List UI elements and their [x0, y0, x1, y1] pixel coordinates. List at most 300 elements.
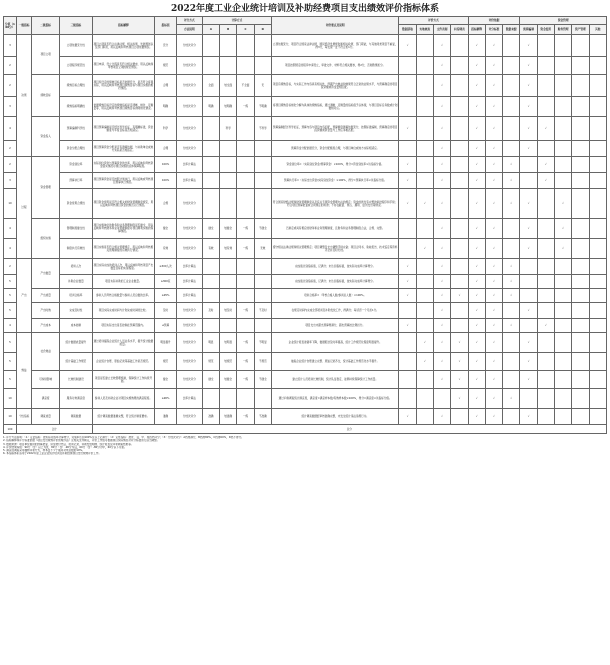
row-check-cell — [554, 173, 571, 189]
row-check-cell — [503, 35, 520, 57]
row-check-cell — [520, 319, 537, 333]
row-check-cell — [554, 157, 571, 173]
row-level-cell — [237, 259, 254, 275]
row-check-cell — [416, 141, 433, 157]
row-cases: 项目按照规定的程序申请设立，审批文件、材料符合相关要求，得2分，否则酌情扣分。 — [271, 57, 399, 75]
row-check-cell — [537, 141, 554, 157]
row-check-cell: √ — [468, 97, 485, 117]
row-check-cell — [572, 303, 589, 319]
row-score: 4 — [4, 117, 17, 141]
row-level-cell: 一般 — [237, 409, 254, 425]
table-row — [4, 141, 607, 157]
row-cases: 符合国家财经法规和财务管理制度以及有关专项资金管理办法的规定；资金的拨付有完整的审批程序和手续；符合项目预算批复或合同规定的用途；不存在截留、挤占、挪用、虚列支出等情况。 — [271, 189, 399, 219]
row-check-cell — [537, 259, 554, 275]
row-method: 比率计算法 — [176, 157, 202, 173]
row-check-cell — [572, 75, 589, 97]
row-score: 3 — [4, 35, 17, 57]
row-check-cell — [537, 97, 554, 117]
row-check-cell: √ — [485, 389, 502, 409]
row-indicator-value: ≥95% — [155, 289, 177, 303]
row-level3: 预算执行率 — [60, 173, 92, 189]
row-level-cell — [202, 35, 219, 57]
level-header: A — [202, 25, 219, 35]
level-header: D — [254, 25, 271, 35]
level3-header: 三级指标 — [60, 17, 92, 35]
fiscal-header: 资金使用 — [537, 25, 554, 35]
fiscal-group-header: 资金管理 — [520, 17, 607, 25]
row-cases: 统计调查数据经审核准确完整，未发生统计违法违规行为。 — [271, 409, 399, 425]
row-check-cell: √ — [485, 35, 502, 57]
row-check-cell: √ — [520, 75, 537, 97]
row-check-cell: √ — [485, 75, 502, 97]
row-level-cell — [220, 57, 237, 75]
row-check-cell: √ — [433, 117, 450, 141]
row-indicator-value: 及时 — [155, 303, 177, 319]
level-header: B — [220, 25, 237, 35]
row-indicator-value: ≤预算 — [155, 319, 177, 333]
row-check-cell — [520, 157, 537, 173]
row-indicator-value: 健全 — [155, 219, 177, 239]
row-check-cell — [520, 173, 537, 189]
row-cases: 资金到位率=（实际到位资金/预算资金）×100%，得分=资金到位率×该指标分值。 — [271, 157, 399, 173]
row-check-cell: √ — [468, 389, 485, 409]
row-check-cell: √ — [433, 97, 450, 117]
row-level-cell — [220, 289, 237, 303]
row-level-cell: 一般 — [237, 239, 254, 259]
row-check-cell — [554, 319, 571, 333]
row-check-cell — [503, 75, 520, 97]
row-check-cell — [572, 275, 589, 289]
row-indicator-value: 明显提升 — [155, 333, 177, 353]
row-level-cell: 明确 — [202, 97, 219, 117]
info-header: 评分标准 — [485, 25, 502, 35]
row-score: 4 — [4, 219, 17, 239]
row-check-cell — [589, 57, 607, 75]
row-check-cell — [399, 389, 416, 409]
row-description: 依据绩效目标设定的绩效指标是否清晰、细化、可衡量等，用以反映和考核项目绩效目标的明细化情况。 — [92, 97, 155, 117]
row-check-cell — [451, 57, 468, 75]
row-score: 5 — [4, 353, 17, 371]
row-method: 分档次评分 — [176, 319, 202, 333]
row-check-cell: √ — [485, 57, 502, 75]
row-check-cell — [589, 353, 607, 371]
row-check-cell: √ — [468, 173, 485, 189]
row-check-cell — [537, 35, 554, 57]
row-check-cell: √ — [451, 353, 468, 371]
row-check-cell — [589, 303, 607, 319]
row-check-cell: √ — [399, 289, 416, 303]
row-check-cell: √ — [399, 189, 416, 219]
row-description: 项目申请、设立过程是否符合相关要求，用以反映和考核项目立项的规范情况。 — [92, 57, 155, 75]
row-method: 分档次评分 — [176, 371, 202, 389]
row-check-cell: √ — [503, 319, 520, 333]
row-level2: 绩效目标 — [32, 75, 60, 117]
row-indicator-value: 合理 — [155, 141, 177, 157]
row-level3: 培训人次 — [60, 259, 92, 275]
row-check-cell — [537, 289, 554, 303]
row-level3: 资金使用合规性 — [60, 189, 92, 219]
row-level-cell: 一般 — [237, 371, 254, 389]
row-level-cell — [254, 259, 271, 275]
row-check-cell: √ — [520, 189, 537, 219]
row-check-cell: √ — [468, 157, 485, 173]
row-check-cell: √ — [468, 319, 485, 333]
total-score: 100 — [4, 425, 17, 434]
indicator-desc-header: 指标解释 — [92, 17, 155, 35]
row-level-cell — [237, 141, 254, 157]
row-indicator-value: 合理 — [155, 75, 177, 97]
row-check-cell — [399, 219, 416, 239]
row-method: 比率计算法 — [176, 389, 202, 409]
row-level1: 产出 — [16, 259, 31, 333]
row-check-cell — [503, 239, 520, 259]
row-check-cell — [416, 75, 433, 97]
row-method: 比率计算法 — [176, 275, 202, 289]
row-level-cell — [202, 157, 219, 173]
row-level-cell: 不明确 — [254, 97, 271, 117]
row-check-cell: √ — [451, 289, 468, 303]
row-description: 项目实际支出是否控制在预算范围内。 — [92, 319, 155, 333]
row-indicator-value: 健全 — [155, 371, 177, 389]
row-level-cell — [220, 275, 237, 289]
table-row — [4, 189, 607, 219]
row-check-cell — [589, 35, 607, 57]
row-check-cell: √ — [433, 319, 450, 333]
row-check-cell — [416, 303, 433, 319]
row-check-cell — [416, 259, 433, 275]
row-method: 比率计算法 — [176, 289, 202, 303]
row-cases: 项目支出未超出预算得满分，超出预算按比例扣分。 — [271, 319, 399, 333]
row-level3: 培训合格率 — [60, 289, 92, 303]
table-row — [4, 409, 607, 425]
row-check-cell: √ — [451, 371, 468, 389]
row-score: 3 — [4, 173, 17, 189]
row-level-cell — [237, 319, 254, 333]
table-row — [4, 173, 607, 189]
row-check-cell: √ — [433, 353, 450, 371]
row-method: 分档次评分 — [176, 141, 202, 157]
row-cases: 遵守相关法律法规和相关管理规定；项目调整及支出调整手续完备；项目合同书、验收报告、技术鉴定等资料齐全并及时归档。 — [271, 239, 399, 259]
row-level-cell: 无效 — [254, 239, 271, 259]
row-level-cell: 及时 — [202, 303, 219, 319]
row-score: 10 — [4, 389, 17, 409]
row-check-cell — [451, 75, 468, 97]
row-check-cell — [451, 97, 468, 117]
row-check-cell: √ — [520, 353, 537, 371]
row-level-cell — [237, 289, 254, 303]
row-level-cell — [237, 173, 254, 189]
row-check-cell — [554, 371, 571, 389]
row-check-cell — [503, 333, 520, 353]
info-header: 指标解释 — [468, 25, 485, 35]
row-level3: 预算编制科学性 — [60, 117, 92, 141]
row-cases: 将项目绩效目标细化分解为具体的绩效指标，通过清晰、可衡量的指标值予以体现，与项目目标任务数或计划数相对应。 — [271, 97, 399, 117]
row-check-cell: √ — [433, 157, 450, 173]
row-check-cell — [399, 333, 416, 353]
row-method: 分档次评分 — [176, 239, 202, 259]
flag-header: 数据获取 — [399, 25, 416, 35]
row-check-cell — [572, 157, 589, 173]
row-check-cell: √ — [520, 239, 537, 259]
row-description: 参训人员考核合格数量与参训人员总数的比率。 — [92, 289, 155, 303]
row-check-cell: √ — [433, 371, 450, 389]
row-check-cell: √ — [468, 275, 485, 289]
row-level-cell — [220, 173, 237, 189]
row-check-cell: √ — [433, 333, 450, 353]
row-cases: 建立统计人员培训长效机制，统计队伍稳定，能够持续保障统计工作质量。 — [271, 371, 399, 389]
row-check-cell — [416, 219, 433, 239]
method-group-header: 评分方式 — [176, 17, 202, 25]
indicator-value-header: 指标值 — [155, 17, 177, 35]
row-check-cell — [451, 319, 468, 333]
table-row — [4, 353, 607, 371]
row-level-cell — [220, 157, 237, 173]
row-check-cell — [572, 333, 589, 353]
row-check-cell: √ — [416, 353, 433, 371]
total-label: 合计 — [16, 425, 92, 434]
row-check-cell — [451, 239, 468, 259]
row-score: 4 — [4, 319, 17, 333]
row-level3: 成本控制 — [60, 319, 92, 333]
row-method: 分档次评分 — [176, 333, 202, 353]
row-description: 项目实际完成的培训人次，用以反映和考核项目产出数量目标的实现程度。 — [92, 259, 155, 275]
row-indicator-value: ≥300家 — [155, 275, 177, 289]
row-level-cell: 较健全 — [220, 219, 237, 239]
row-level-cell: 健全 — [202, 219, 219, 239]
row-check-cell — [433, 389, 450, 409]
row-check-cell — [589, 157, 607, 173]
flag-header: 问卷调查 — [451, 25, 468, 35]
row-level-cell — [202, 117, 219, 141]
row-check-cell: √ — [537, 319, 554, 333]
row-check-cell — [399, 141, 416, 157]
row-check-cell: √ — [520, 97, 537, 117]
row-check-cell — [399, 75, 416, 97]
table-row — [4, 259, 607, 275]
row-level-cell — [220, 141, 237, 157]
row-check-cell: √ — [468, 353, 485, 371]
level2-header: 二级指标 — [32, 17, 60, 35]
row-check-cell — [589, 141, 607, 157]
row-check-cell: √ — [485, 303, 502, 319]
row-level-cell — [237, 35, 254, 57]
row-score: 3 — [4, 97, 17, 117]
row-check-cell — [589, 97, 607, 117]
row-check-cell — [451, 117, 468, 141]
row-check-cell — [416, 173, 433, 189]
row-cases: 通过问卷调查统计满意度，满意度=满意样本数/有效样本数×100%，得分=满意度×该指标分值。 — [271, 389, 399, 409]
row-check-cell — [589, 75, 607, 97]
row-method: 分档次评分 — [176, 303, 202, 319]
row-check-cell — [554, 117, 571, 141]
row-level-cell — [237, 389, 254, 409]
row-level-cell: 一般 — [237, 97, 254, 117]
row-check-cell — [503, 409, 520, 425]
fiscal-header: 财务管理 — [554, 25, 571, 35]
row-level1: 过程 — [16, 157, 31, 259]
row-level3: 统计基础工作规范 — [60, 353, 92, 371]
row-check-cell: √ — [554, 239, 571, 259]
row-check-cell: √ — [433, 289, 450, 303]
row-level2: 产出数量 — [32, 259, 60, 289]
row-score: 10 — [4, 409, 17, 425]
row-check-cell: √ — [520, 371, 537, 389]
row-level-cell: 较及时 — [220, 303, 237, 319]
row-check-cell: √ — [520, 35, 537, 57]
row-check-cell: √ — [433, 75, 450, 97]
row-check-cell: √ — [468, 75, 485, 97]
row-level1: 个性指标 — [16, 409, 31, 425]
row-description: 通过培训提高企业统计人员业务水平，提升统计数据质量。 — [92, 333, 155, 353]
row-check-cell — [554, 75, 571, 97]
row-check-cell: √ — [399, 409, 416, 425]
table-row — [4, 289, 607, 303]
row-method: 分档次评分 — [176, 35, 202, 57]
row-check-cell — [572, 57, 589, 75]
row-level-cell — [220, 259, 237, 275]
row-check-cell — [589, 189, 607, 219]
row-check-cell — [451, 141, 468, 157]
row-indicator-value: 科学 — [155, 117, 177, 141]
row-check-cell: √ — [468, 303, 485, 319]
row-description: 项目是否建立长效管理机制，保障统计工作持续开展。 — [92, 371, 155, 389]
row-check-cell: √ — [468, 117, 485, 141]
row-check-cell — [572, 117, 589, 141]
row-level2: 产出质量 — [32, 289, 60, 303]
row-level-cell — [202, 275, 219, 289]
row-score: 5 — [4, 289, 17, 303]
row-level-cell: 一般 — [237, 333, 254, 353]
row-check-cell — [503, 219, 520, 239]
row-indicator-value: 合规 — [155, 189, 177, 219]
row-level-cell — [254, 57, 271, 75]
row-check-cell: √ — [468, 57, 485, 75]
row-check-cell: √ — [537, 173, 554, 189]
row-level2: 资金管理 — [32, 157, 60, 219]
row-method: 分档次评分 — [176, 219, 202, 239]
row-check-cell — [572, 219, 589, 239]
table-row — [4, 117, 607, 141]
row-level-cell: 有效 — [202, 239, 219, 259]
row-check-cell — [399, 353, 416, 371]
row-check-cell — [572, 189, 589, 219]
row-check-cell: √ — [520, 117, 537, 141]
row-description: 项目预算资金是否按照计划执行，用以反映或考核项目预算执行情况。 — [92, 173, 155, 189]
row-level-cell — [202, 141, 219, 157]
row-check-cell — [537, 275, 554, 289]
row-check-cell: √ — [520, 57, 537, 75]
row-level-cell — [202, 57, 219, 75]
row-check-cell: √ — [399, 117, 416, 141]
table-row — [4, 275, 607, 289]
row-check-cell — [537, 75, 554, 97]
row-check-cell: √ — [468, 289, 485, 303]
row-level-cell: 全面 — [202, 75, 219, 97]
row-level-cell — [254, 289, 271, 303]
row-level-cell: 规范 — [202, 353, 219, 371]
row-score: 2 — [4, 259, 17, 275]
row-score: 5 — [4, 303, 17, 319]
row-check-cell — [572, 97, 589, 117]
row-level1: 决策 — [16, 35, 31, 157]
row-check-cell — [503, 117, 520, 141]
row-level3: 立项程序规范性 — [60, 57, 92, 75]
row-description: 项目立项是否符合法律法规、相关政策、发展规划以及部门职责，用以反映和考核项目立项依据情况。 — [92, 35, 155, 57]
row-level-cell: 较有效 — [220, 239, 237, 259]
row-level-cell — [202, 389, 219, 409]
row-check-cell: √ — [433, 219, 450, 239]
row-check-cell — [416, 389, 433, 409]
row-description: 项目实际完成时间与计划完成时间的比较。 — [92, 303, 155, 319]
row-check-cell — [520, 259, 537, 275]
row-check-cell — [451, 303, 468, 319]
row-level-cell: 不全面 — [237, 75, 254, 97]
row-check-cell — [554, 409, 571, 425]
row-check-cell — [520, 275, 537, 289]
row-level-cell — [254, 275, 271, 289]
row-method: 分档次评分 — [176, 117, 202, 141]
row-check-cell — [537, 303, 554, 319]
row-check-cell — [572, 259, 589, 275]
row-check-cell: √ — [433, 57, 450, 75]
row-indicator-value: 充分 — [155, 35, 177, 57]
row-check-cell — [572, 239, 589, 259]
row-check-cell: √ — [433, 275, 450, 289]
table-row — [4, 319, 607, 333]
row-check-cell — [399, 303, 416, 319]
row-description: 项目预算编制是否经过科学论证、有明确标准，资金额度与年度目标是否相适应。 — [92, 117, 155, 141]
row-check-cell: √ — [433, 141, 450, 157]
row-check-cell — [451, 189, 468, 219]
row-level1: 效益 — [16, 333, 31, 409]
row-level-cell — [202, 173, 219, 189]
row-check-cell: √ — [485, 409, 502, 425]
row-check-cell: √ — [520, 303, 537, 319]
note-line: 4. 评价结果等级：90分（含）以上为优，80分（含）-90分为良，60分（含）-80分为中，60分以下为差。 — [3, 445, 127, 449]
table-row — [4, 97, 607, 117]
row-level-cell: 不及时 — [254, 303, 271, 319]
row-check-cell: √ — [485, 157, 502, 173]
row-check-cell — [572, 389, 589, 409]
row-check-cell — [416, 97, 433, 117]
row-level2: 可持续影响 — [32, 371, 60, 389]
row-check-cell — [554, 289, 571, 303]
row-level3: 调查数据 — [60, 409, 92, 425]
row-method: 分档次评分 — [176, 409, 202, 425]
row-level3: 补助企业数量 — [60, 275, 92, 289]
row-check-cell — [416, 409, 433, 425]
fiscal-header: 资产管理 — [572, 25, 589, 35]
row-level-cell — [237, 117, 254, 141]
row-check-cell: √ — [503, 289, 520, 303]
row-check-cell: √ — [503, 275, 520, 289]
row-indicator-value: ≥90% — [155, 389, 177, 409]
row-indicator-value: ≥500人次 — [155, 259, 177, 275]
flags-group-header: 评价方式 — [399, 17, 468, 25]
method-header: 方法说明 — [176, 25, 202, 35]
row-indicator-value: 有效 — [155, 239, 177, 259]
row-score: 2 — [4, 57, 17, 75]
row-check-cell: √ — [468, 409, 485, 425]
row-check-cell — [589, 173, 607, 189]
score-header: 分值（100分） — [4, 17, 17, 35]
row-check-cell: √ — [468, 371, 485, 389]
row-check-cell — [537, 371, 554, 389]
row-method: 分档次评分 — [176, 57, 202, 75]
level-header: C — [237, 25, 254, 35]
row-method: 比率计算法 — [176, 259, 202, 275]
note-line: 3. 数据来源：项目单位提供的预算批复、资金拨付凭证、培训记录、补助发放明细、统计报表及问卷调查结果等。 — [3, 442, 134, 446]
